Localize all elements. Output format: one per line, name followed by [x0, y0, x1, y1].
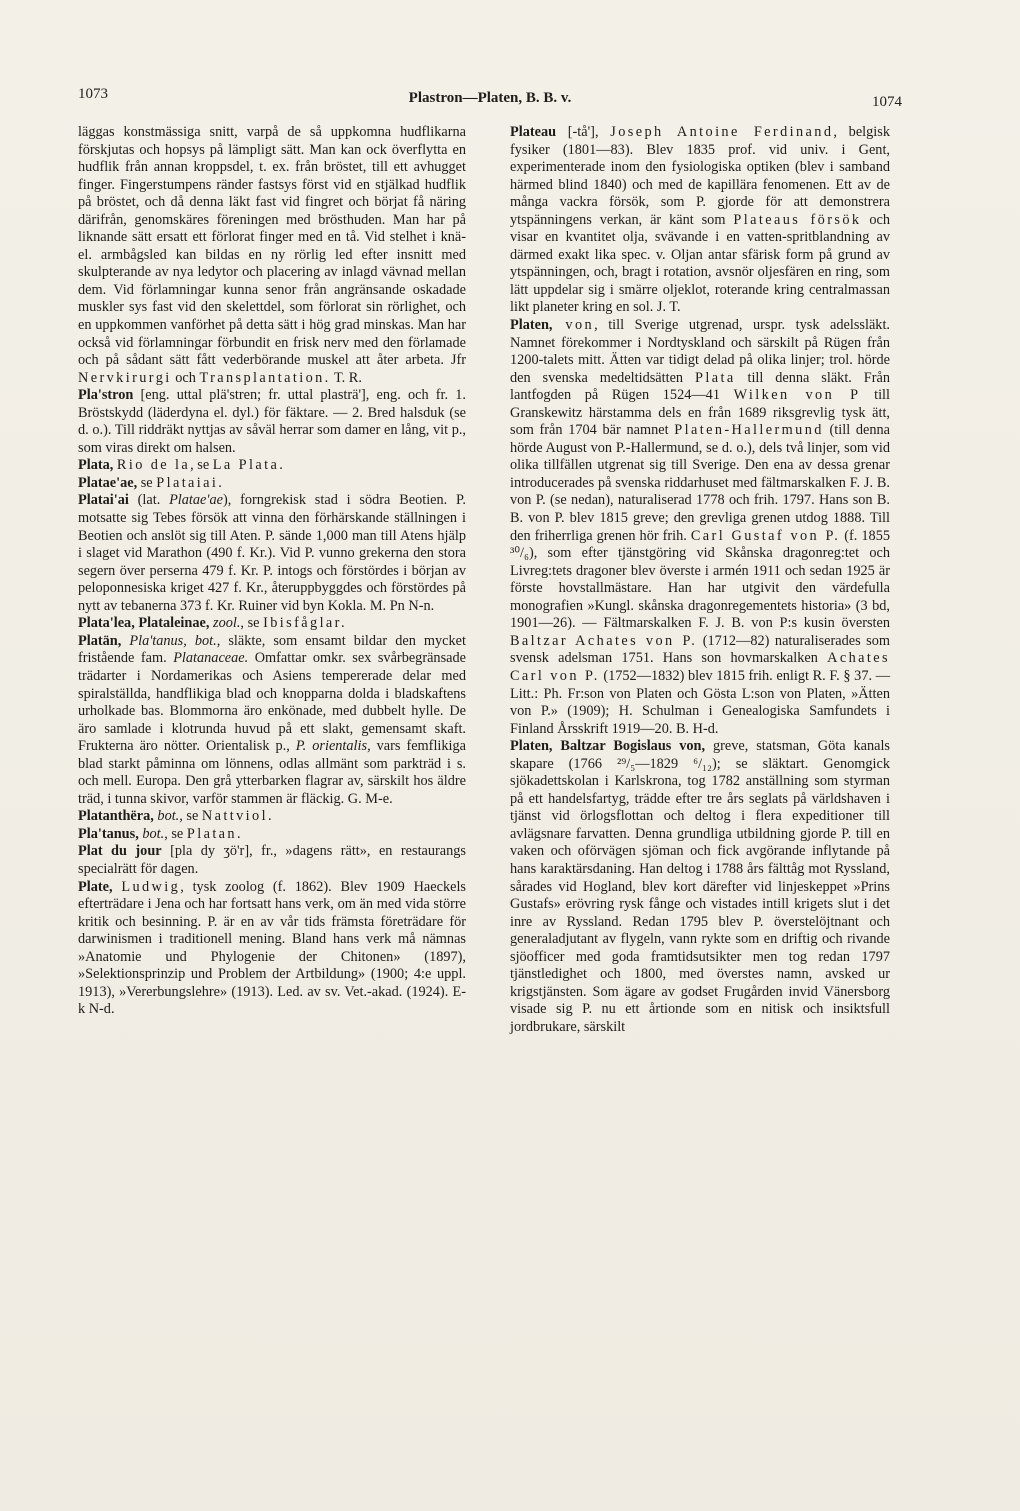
entry-text: (1752—1832) blev 1815 frih. enligt R. F. § 37. — Litt.: Ph. Fr:son von Platen och Gösta L:son von Platen, »Ätten von P.» (1909); H. Schulman i Genealogiska Samfundets i Finland Årsskrift 1919—20. B. H-d. — [510, 667, 890, 737]
headword: Plateau — [510, 124, 557, 140]
entry-platanthera — [78, 808, 466, 826]
entry-plateau — [510, 124, 890, 317]
person-name: Wilken von P — [733, 387, 861, 404]
entry-platen-family — [510, 317, 890, 738]
entry-text: (1712—82) naturaliserades som svensk adelsman 1751. Hans son hovmarskalken — [510, 632, 890, 667]
entry-text: , belgisk fysiker (1801—83). Blev 1835 prof. vid univ. i Gent, experimenterade inom den fysiologiska optiken (blev i samband härmed blind 1840) och med de kapillära fenomenen. Ett av de många vackra försök, som P. gjorde för att demonstrera ytspänningens verkan, är känt som — [510, 124, 890, 228]
cross-reference: Ibisfåglar. — [263, 615, 348, 632]
left-column — [78, 124, 466, 1019]
headword: Plata'lea, Plataleinae, — [78, 615, 210, 632]
entry-text: , släkte, som ensamt bildar den mycket fristående fam. — [78, 632, 466, 667]
entry-text: (lat. — [128, 492, 170, 509]
headword: Platae'ae, — [78, 474, 138, 491]
person-name: Baltzar Bogislaus von, — [552, 738, 706, 755]
entry-text: (f. 1855 ³⁰/₆), som efter tjänstgöring vid Skånska dragonreg:tet och Livreg:tets dragoner blev överste i armén 1911 och sedan 1925 är förste hovstallmästare. Han har utgivit den värdefulla monografien »Kungl. skånska dragonregementets historia» (3 bd, 1901—26). — Fältmarskalken F. J. B. von P:s kusin översten — [510, 527, 890, 632]
entry-text: se — [137, 474, 157, 491]
person-name: Baltzar Achates von P. — [510, 632, 698, 649]
cross-reference: Platan. — [186, 825, 243, 842]
entry-plata — [78, 457, 466, 475]
latin-name: Platanaceae. — [173, 650, 249, 667]
entry-text: till denna släkt. Från lantfogden på Rügen 1524—41 — [510, 369, 890, 404]
latin-name: Pla'tanus, bot. — [121, 632, 217, 649]
latin-name: P. orientalis, — [295, 738, 371, 755]
person-name: Platen-Hallermund — [674, 422, 824, 439]
cross-reference: Plataiai. — [156, 474, 225, 491]
entry-text: , se — [190, 457, 213, 474]
cross-reference: Nervkirurgi — [78, 369, 172, 386]
entry-text: vars femflikiga blad starkt påminna om lönnens, odlas allmänt som parkträd i s. och mell. Europa. Den grå ytterbarken flagrar av, särskilt hos äldre träd, i tunna skivor, varför stammen är fläckig. G. M-e. — [78, 738, 467, 807]
entry-text: , tysk zoolog (f. 1862). Blev 1909 Haeckels efterträdare i Jena och har fortsatt hans verk, om än med vida större kritik och besinning. P. är en av vår tids främsta företrädare för darwinismen i traditionell mening. Bland hans verk må nämnas »Anatomie und Phylogenie der Chitonen» (1897), »Selektionsprinzip und Problem der Artbildung» (1900; 4:e uppl. 1913), »Vererbungslehre» (1913). Led. av sv. Vet.-akad. (1924). E-k N-d. — [78, 878, 466, 1018]
page-number-left: 1073 — [78, 86, 108, 102]
entry-continuation — [78, 124, 466, 387]
headword: Plate, — [78, 878, 113, 895]
entry-platen-baltzar — [510, 738, 890, 1036]
entry-text: , till Sverige utgrenad, urspr. tysk adelssläkt. Namnet förekommer i Nordtyskland och särskilt på Rügen från 1200-talets mitt. Ätten var tidigt delad på olika linjer; trol. hörde den svenska medeltidsätten — [510, 317, 890, 386]
entry-text: ), forngrekisk stad i södra Beotien. P. motsatte sig Tebes försök att vinna den förhärskande ställningen i Beotien och anslöt sig till Aten. P. sände 1,000 man till Atens hjälp i slaget vid Marathon (490 f. Kr.). Vid P. vunno grekerna den stora segern över perserna 479 f. Kr. P. intogs och förstördes i början av peloponnesiska kriget 427 f. Kr., återuppbyggdes och förstördes på nytt av tebanerna 373 f. Kr. Ruiner vid byn Kokla. M. Pn N-n. — [78, 492, 466, 614]
headword-particle: von — [552, 317, 595, 334]
entry-plate — [78, 879, 466, 1019]
entry-plataiai — [78, 492, 466, 615]
person-name: Carl Gustaf von P. — [690, 527, 841, 544]
entry-plataeae — [78, 475, 466, 493]
headword: Platai'ai — [78, 492, 129, 509]
entry-text: och visar en kvantitet olja, svävande i en vatten-spritblandning av därmed exakt lika spec. v. Oljan antar sfärisk form på grund av ytspänningen, och, bragt i rotation, avsnör oljesfären en ring, som lätt uppdelar sig i smärre oljeklot, roterande kring centralmassan likt planeter kring en sol. J. T. — [510, 211, 891, 316]
cross-reference: Nattviol. — [201, 808, 274, 825]
headword: Platen, — [510, 317, 553, 334]
running-title: Plastron—Platen, B. B. v. — [408, 90, 572, 106]
entry-text: (till denna hörde August von P.-Hallermund, se d. o.), dels två linjer, som vid olika tillfällen utgrenat sig till Sverige. Den ena av dessa grenar introducerades på svenska riddarhuset med fältmarskalken F. J. B. von P. (se nedan), naturaliserad 1778 och frih. 1797. Hans son B. B. von P. blev 1815 greve; den grevliga grenen utdog 1888. Till den friherrliga grenen hör frih. — [510, 422, 890, 544]
entry-platalea — [78, 615, 466, 633]
entry-text: , se — [240, 615, 264, 632]
person-name: Achates Carl von P. — [510, 650, 890, 684]
entry-text: greve, statsman, Göta kanals skapare (1766 ²⁹/₅—1829 ⁶/₁₂); se släktart. Genomgick sjökadettskolan i Karlskrona, tog 1782 anställning som styrman på ett handelsfartyg, trädde efter tre års seglats på världshaven i tjänst vid örlogsflottan och deltog i flera expeditioner till avlägsnare farvatten. Denna grundliga utbildning gjorde P. till en vaken och oförvägen sjöman och fick avgörande inflytande på hans karaktärsdaning. Han deltog i 1788 års fälttåg mot Ryssland, sårades vid Hogland, blev kort därefter vid linjeskeppet »Prins Gustafs» erövring rysk fånge och vistades intill krigets slut i det inre av Ryssland. Redan 1795 blev P. överstelöjtnant och generaladjutant av flygeln, vann rykte som en driftig och rivande sjöofficer med goda framtidsutsikter men tog redan 1797 tjänstledighet och 1800, med överstes namn, avsked ur krigstjänsten. Som ägare av godset Frugården invid Vänersborg visade sig P. nu ett årtionde som en nitisk och insiktsfull jordbrukare, särskilt — [510, 738, 890, 1035]
headword: Pla'stron — [78, 387, 134, 404]
field-label: zool. — [209, 615, 241, 632]
page-number-right: 1074 — [872, 94, 902, 110]
right-column — [510, 124, 890, 1036]
cross-reference: Plateaus försök — [733, 211, 862, 228]
headword: Plata, — [78, 457, 114, 474]
headword: Pla'tanus, — [78, 825, 139, 842]
headword: Platen, — [510, 738, 553, 755]
field-label: bot. — [138, 825, 165, 842]
headword: Platän, — [78, 632, 122, 649]
author-signature: T. R. — [330, 369, 362, 386]
headword: Plat du jour — [78, 843, 162, 860]
entry-text: , se — [164, 825, 187, 842]
page-header — [78, 86, 902, 120]
person-name: Joseph Antoine Ferdinand — [610, 124, 834, 140]
entry-text: och — [171, 369, 200, 386]
entry-text: [eng. uttal plä'stren; fr. uttal plasträ'], eng. och fr. 1. Bröstskydd (läderdyna el. dyl.) för fäktare. — 2. Bred halsduk (se d. o.). Till riddräkt nyttjas av såväl herrar som damer en lång, vit p., som viras direkt om halsen. — [78, 387, 466, 456]
entry-text: [-tå'], — [556, 124, 611, 140]
entry-plastron — [78, 387, 466, 457]
entry-platanus — [78, 826, 466, 844]
entry-text: Omfattar omkr. sex svårbegränsade trädarter i Nordamerikas och Asiens tempererade delar med spiralställda, handflikiga blad och knopparna dolda i bladskaftens urholkade bas. Blommorna äro enkönade, med dubbelt hylle. De äro samlade i klotrunda huvud på ett slakt, gemensamt skaft. Frukterna äro nötter. Orientalisk p., — [78, 650, 466, 755]
cross-reference: Rio de la — [116, 457, 191, 474]
entry-platan — [78, 633, 466, 808]
field-label: bot. — [153, 808, 180, 825]
cross-reference: La Plata. — [212, 457, 286, 474]
person-name: Ludwig — [121, 878, 181, 895]
latin-name: Platae'ae — [169, 492, 223, 509]
entry-text: , se — [179, 808, 202, 825]
cross-reference: Transplantation. — [199, 369, 331, 386]
entry-text: [pla dy ʒö'r], fr., »dagens rätt», en restaurangs specialrätt för dagen. — [78, 843, 466, 877]
entry-text: läggas konstmässiga snitt, varpå de så uppkomna hudflikarna förskjutas och hopsys på lämpligt sätt. Man kan ock överflytta en hudflik från annan kroppsdel, t. ex. från bröstet, till ett avhugget finger. Fingerstumpens ränder fastsys först vid en stjälkad hudflik på bröstet, och då denna läkt fast vid fingret och börjat få näring därifrån, genomskäres föreningen med brösthuden. Man har på liknande sätt ersatt ett förlorat finger med en tå. Vid stelhet i knä- el. armbågsled kan bildas en ny rörlig led efter insnitt med skulpterande av nya ledytor och placering av inlagd vävnad mellan dem. Vid förlamningar kunna senor från angränsande oskadade muskler sys fast vid den skelettdel, som förlorat sin rörlighet, och en uppkommen vanförhet på detta sätt i hög grad minskas. Man har också vid förlamningar förbundit en frisk nerv med den förlamade och på sådant sätt fått vederbörande muskel att åter arbeta. Jfr — [78, 124, 466, 369]
entry-plat-du-jour — [78, 843, 466, 878]
headword: Platanthëra, — [78, 808, 154, 825]
cross-reference: Plata — [694, 369, 736, 386]
entry-text: till Granskewitz härstamma dels en från 1689 riksgrevlig tysk ätt, som från 1704 bär namnet — [510, 387, 890, 439]
